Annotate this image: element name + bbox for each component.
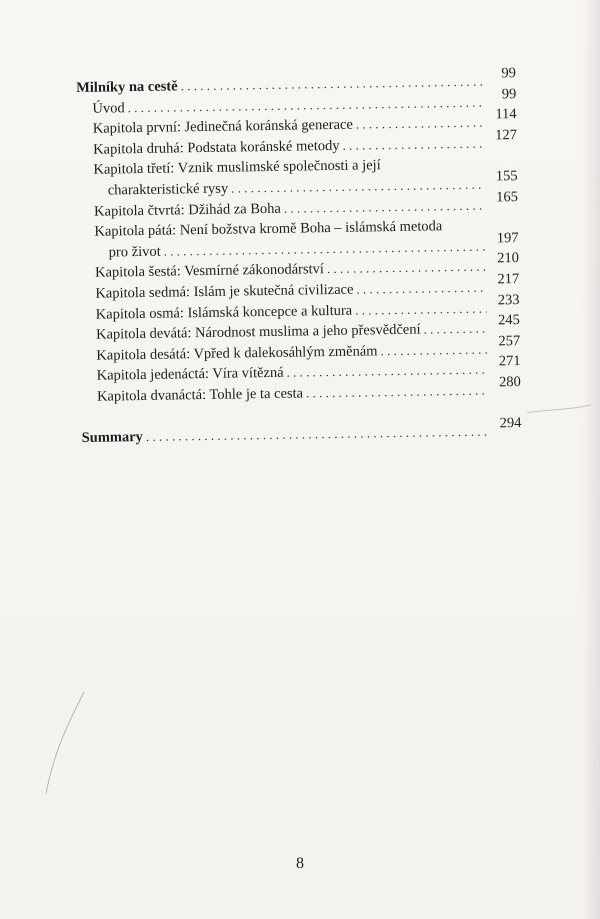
toc-entry-page: 99	[501, 65, 517, 82]
toc-entry-page: 294	[499, 414, 522, 431]
toc-entry-page: 233	[497, 291, 520, 308]
leader-dots	[327, 257, 486, 280]
toc-entry-label: Kapitola devátá: Národnost muslima a jeho přesvědčení	[95, 321, 421, 343]
toc-entry-page: 114	[495, 106, 517, 123]
toc-entry-page: 217	[497, 271, 520, 288]
pencil-scratch-mark	[525, 395, 595, 425]
toc-entry-label: Kapitola šestá: Vesmírné zákonodárství	[94, 261, 325, 282]
page-number: 8	[296, 855, 304, 872]
toc-entry-label: Milníky na cestě	[76, 78, 178, 96]
leader-dots	[284, 195, 485, 219]
leader-dots	[356, 278, 486, 301]
leader-dots	[306, 380, 488, 403]
toc-entry-label: Kapitola první: Jedinečná koránská generace	[92, 116, 353, 137]
pencil-scratch-mark	[40, 690, 90, 800]
toc-entry-label: Úvod	[92, 99, 125, 117]
toc-entry-chapter-5-line-1: Kapitola pátá: Není božstva kromě Boha – islámská metoda	[94, 218, 443, 240]
toc-entry-page: 127	[495, 126, 518, 144]
toc-entry-page: 197	[496, 229, 519, 247]
leader-dots	[356, 113, 484, 136]
toc-entry-label: Kapitola sedmá: Islám je skutečná civilizace	[95, 281, 354, 302]
toc-entry-label: Kapitola osmá: Islámská koncepce a kultura	[95, 302, 353, 323]
toc-entry-page: 280	[498, 373, 521, 391]
toc-entry-label: Kapitola čtvrtá: Džihád za Boha	[93, 200, 282, 220]
toc-entry-label: Kapitola desátá: Vpřed k dalekosáhlým změnám	[96, 343, 378, 364]
leader-dots	[380, 339, 487, 361]
toc-entry-label: Kapitola jedenáctá: Víra vítězná	[96, 365, 284, 385]
leader-dots	[423, 319, 487, 341]
toc-entry-chapter-3-line-1: Kapitola třetí: Vznik muslimské společnosti a její	[93, 157, 381, 179]
toc-entry-page: 155	[495, 168, 518, 185]
leader-dots	[146, 421, 489, 447]
page-edge-shadow	[582, 0, 600, 919]
toc-entry-label: Summary	[81, 428, 143, 446]
toc-entry-page: 99	[501, 85, 517, 102]
leader-dots	[355, 298, 487, 321]
toc-entry-page: 210	[497, 250, 520, 267]
leader-dots	[342, 133, 484, 156]
toc-entry-page: 245	[497, 312, 520, 329]
toc-entry-label: Kapitola dvanáctá: Tohle je ta cesta	[96, 385, 304, 405]
table-of-contents	[76, 65, 522, 448]
toc-entry-label: charakteristické rysy	[107, 180, 229, 199]
toc-entry-page: 271	[498, 353, 521, 370]
toc-entry-label: Kapitola druhá: Podstata koránské metody	[92, 137, 340, 158]
toc-entry-label: pro život	[108, 243, 161, 261]
toc-entry-page: 257	[498, 332, 521, 350]
toc-entry-page: 165	[496, 188, 519, 205]
